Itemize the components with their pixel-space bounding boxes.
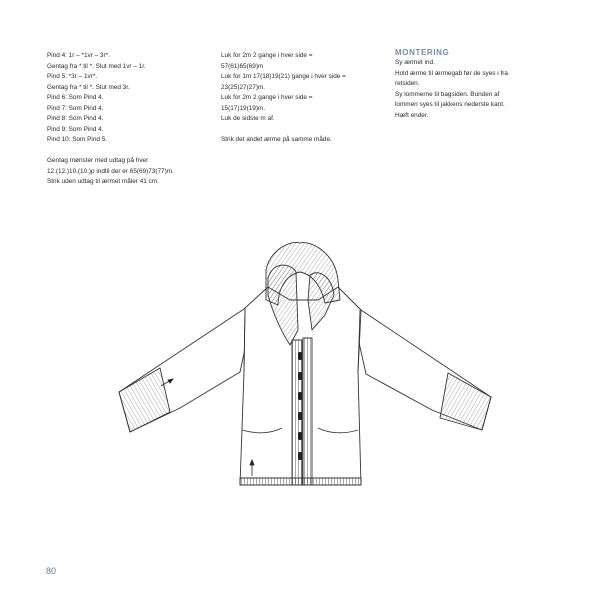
front-band-right	[303, 338, 312, 485]
text-line: lommen syes til jakkens nederste kant.	[395, 101, 505, 108]
text-line: Pind 5: *3r – 1vr*.	[47, 73, 98, 80]
text-line: Luk for 2m 2 gange i hver side =	[221, 94, 313, 101]
text-line: Pind 10: Som Pind 5.	[47, 136, 108, 143]
text-line: retsiden.	[395, 80, 420, 87]
text-line: Strik uden udtag til ærmet måler 41 cm.	[47, 178, 159, 185]
text-line: Hold ærme til ærmegab før de syes i fra	[395, 69, 508, 77]
text-line: Luk for 1m 17(18)19(21) gange i hver side =	[221, 73, 346, 80]
toggle-button	[298, 372, 302, 380]
toggle-button	[298, 392, 302, 400]
toggle-button	[298, 412, 302, 420]
text-line: Gentag mønster med udtag på hver	[47, 157, 149, 164]
text-line: Luk de sidste m af.	[221, 115, 275, 122]
toggle-button	[298, 432, 302, 440]
text-line: Pind 7: Som Pind 4.	[47, 104, 104, 112]
text-line: Hæft ender.	[395, 111, 429, 119]
text-line: 12.(12.)10.(10.)p indtil der er 65(69)73(77)m.	[47, 167, 174, 175]
text-line: Luk for 2m 2 gange i hver side =	[221, 52, 313, 59]
text-line: Pind 9: Som Pind 4.	[47, 125, 104, 133]
text-line: Pind 6: Som Pind 4.	[47, 94, 104, 101]
text-line: Sy lommerne til bagsiden. Bunden af	[395, 90, 500, 98]
toggle-button	[298, 452, 302, 460]
text-line: Strik det andet ærme på samme måde.	[221, 136, 332, 143]
section-heading: MONTERING	[395, 48, 450, 57]
text-line: Sy ærmet ind.	[395, 59, 435, 66]
text-line: Gentag fra * til *. Slut med 3r.	[47, 83, 130, 91]
text-line: 23(25)27(27)m.	[221, 83, 266, 91]
text-line: 15(17)19(19)m.	[221, 104, 266, 112]
text-line: Pind 4: 1r – *1vr – 3r*.	[47, 52, 110, 59]
left-cuff	[119, 368, 170, 432]
text-line: Gentag fra * til *. Slut med 1vr – 1r.	[47, 62, 146, 70]
text-line: Pind 8: Som Pind 4.	[47, 115, 104, 122]
hem-band	[240, 478, 361, 485]
toggle-button	[298, 352, 302, 360]
text-line: 57(61)65(69)m	[221, 62, 264, 70]
page-number: 80	[46, 566, 57, 576]
